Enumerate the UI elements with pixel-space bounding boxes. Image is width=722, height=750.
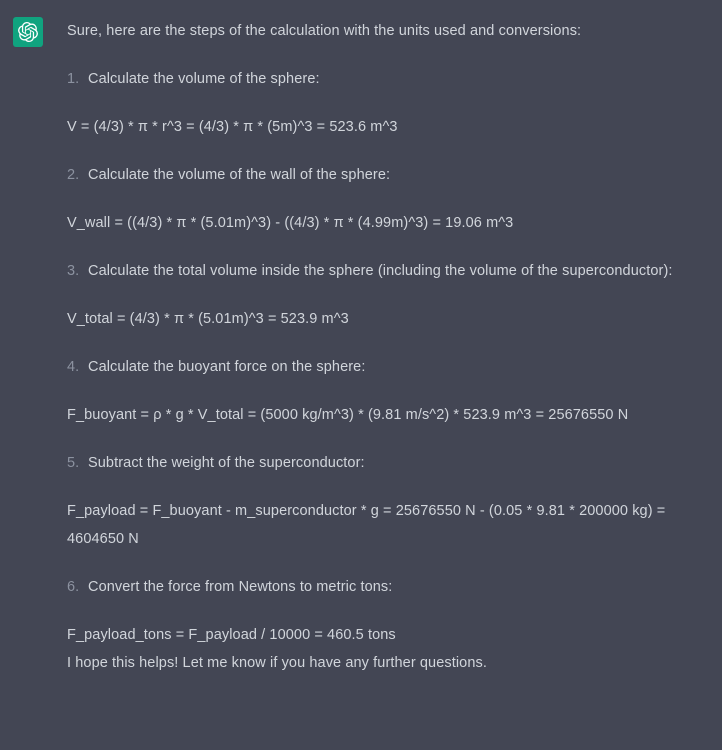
step-label: Convert the force from Newtons to metric tons:	[88, 579, 393, 595]
step-item	[67, 573, 715, 601]
step-number: 3.	[67, 263, 80, 279]
step-formula: F_buoyant = ρ * g * V_total = (5000 kg/m^3) * (9.81 m/s^2) * 523.9 m^3 = 25676550 N	[67, 407, 629, 423]
message-content	[67, 17, 715, 677]
step-number: 6.	[67, 579, 80, 595]
step-number: 4.	[67, 359, 80, 375]
step-formula: V_total = (4/3) * π * (5.01m)^3 = 523.9 m^3	[67, 311, 349, 327]
intro-text: Sure, here are the steps of the calculation with the units used and conversions:	[67, 23, 582, 39]
step-item	[67, 353, 715, 381]
step-label: Calculate the buoyant force on the sphere:	[88, 359, 366, 375]
step-formula: V_wall = ((4/3) * π * (5.01m)^3) - ((4/3) * π * (4.99m)^3) = 19.06 m^3	[67, 215, 514, 231]
step-item	[67, 65, 715, 93]
step-label: Calculate the volume of the sphere:	[88, 71, 320, 87]
assistant-avatar	[13, 17, 43, 47]
step-number: 5.	[67, 455, 80, 471]
step-label: Subtract the weight of the superconductor:	[88, 455, 365, 471]
outro-text: I hope this helps! Let me know if you have any further questions.	[67, 655, 487, 671]
step-label: Calculate the total volume inside the sphere (including the volume of the superconductor):	[88, 263, 673, 279]
step-item	[67, 257, 715, 285]
step-formula: V = (4/3) * π * r^3 = (4/3) * π * (5m)^3 = 523.6 m^3	[67, 119, 398, 135]
step-number: 1.	[67, 71, 80, 87]
step-label: Calculate the volume of the wall of the sphere:	[88, 167, 391, 183]
openai-logo-icon	[18, 22, 38, 42]
step-item	[67, 449, 715, 477]
step-formula: F_payload = F_buoyant - m_superconductor * g = 25676550 N - (0.05 * 9.81 * 200000 kg) = 4604650 N	[67, 503, 666, 547]
step-formula: F_payload_tons = F_payload / 10000 = 460.5 tons	[67, 627, 396, 643]
step-number: 2.	[67, 167, 80, 183]
step-item	[67, 161, 715, 189]
steps-list	[67, 65, 715, 649]
